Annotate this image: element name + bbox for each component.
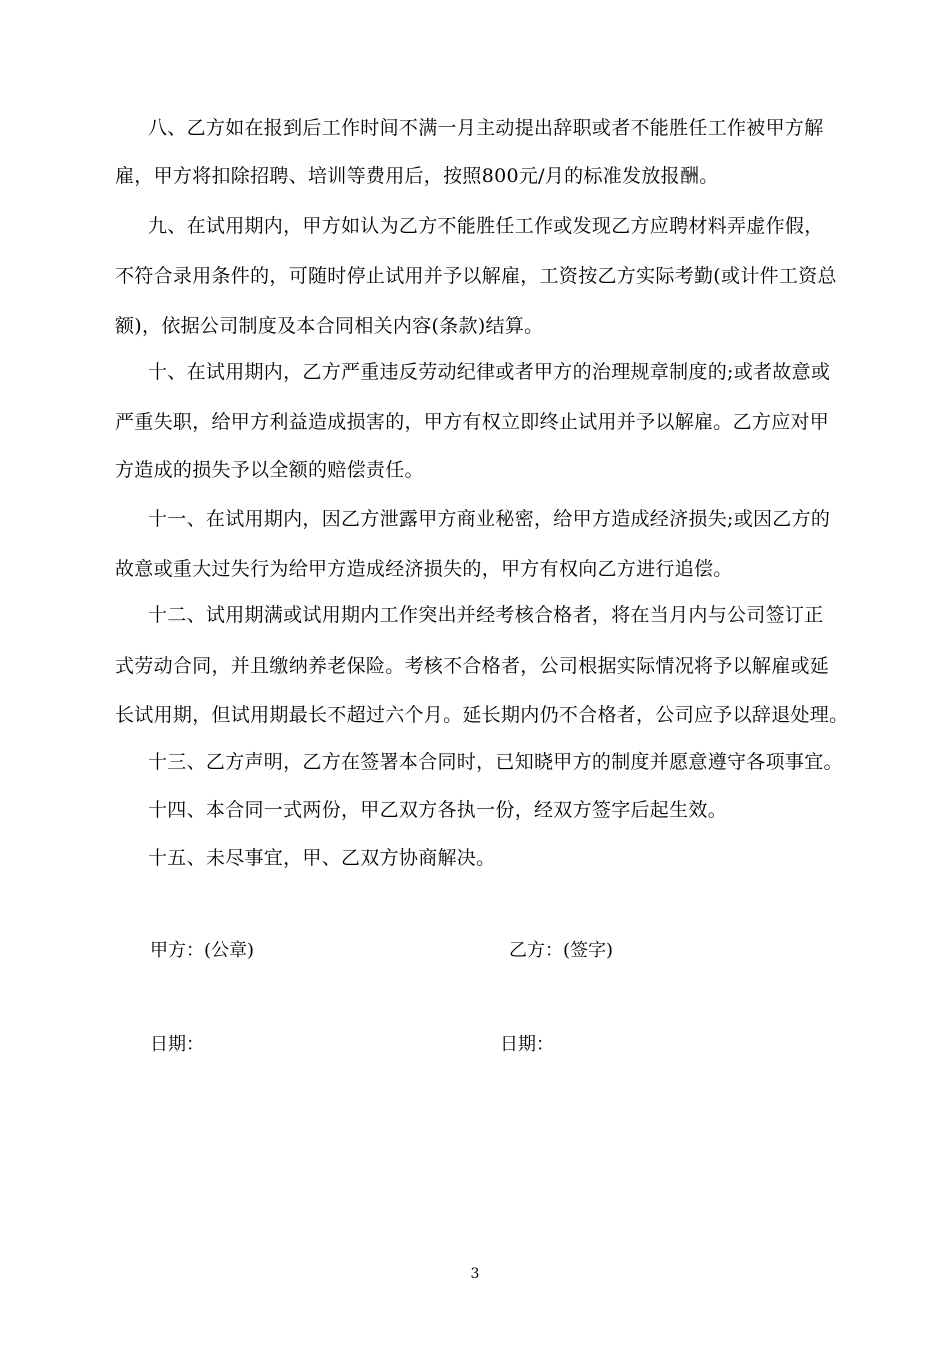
clause-10-line-1: 十、在试用期内，乙方严重违反劳动纪律或者甲方的治理规章制度的;或者故意或 [148,361,831,383]
clause-9-line-3: 额)，依据公司制度及本合同相关内容(条款)结算。 [115,315,544,337]
clause-9-line-1: 九、在试用期内，甲方如认为乙方不能胜任工作或发现乙方应聘材料弄虚作假， [148,215,824,237]
party-a-seal-label: 甲方：(公章) [150,940,255,961]
clause-9-line-2: 不符合录用条件的，可随时停止试用并予以解雇，工资按乙方实际考勤(或计件工资总 [115,265,837,287]
clause-8-line-2: 雇，甲方将扣除招聘、培训等费用后，按照800元/月的标准发放报酬。 [115,165,719,187]
party-a-date-label: 日期： [150,1034,204,1055]
party-b-date-label: 日期： [500,1034,554,1055]
party-b-signature-label: 乙方：(签字) [509,940,614,961]
clause-12-line-1: 十二、试用期满或试用期内工作突出并经考核合格者，将在当月内与公司签订正 [148,604,824,626]
clause-13-line-1: 十三、乙方声明，乙方在签署本合同时，已知晓甲方的制度并愿意遵守各项事宜。 [148,751,843,773]
page-number: 3 [470,1266,480,1282]
clause-12-line-2: 式劳动合同，并且缴纳养老保险。考核不合格者，公司根据实际情况将予以解雇或延 [115,655,830,677]
clause-10-line-2: 严重失职，给甲方利益造成损害的，甲方有权立即终止试用并予以解雇。乙方应对甲 [115,411,830,433]
clause-8-line-1: 八、乙方如在报到后工作时间不满一月主动提出辞职或者不能胜任工作被甲方解 [148,117,824,139]
clause-15-line-1: 十五、未尽事宜，甲、乙双方协商解决。 [148,847,496,869]
clause-11-line-2: 故意或重大过失行为给甲方造成经济损失的，甲方有权向乙方进行追偿。 [115,558,733,580]
clause-12-line-3: 长试用期，但试用期最长不超过六个月。延长期内仍不合格者，公司应予以辞退处理。 [115,704,849,726]
clause-14-line-1: 十四、本合同一式两份，甲乙双方各执一份，经双方签字后起生效。 [148,799,728,821]
clause-11-line-1: 十一、在试用期内，因乙方泄露甲方商业秘密，给甲方造成经济损失;或因乙方的 [148,508,831,530]
clause-10-line-3: 方造成的损失予以全额的赔偿责任。 [115,459,424,481]
